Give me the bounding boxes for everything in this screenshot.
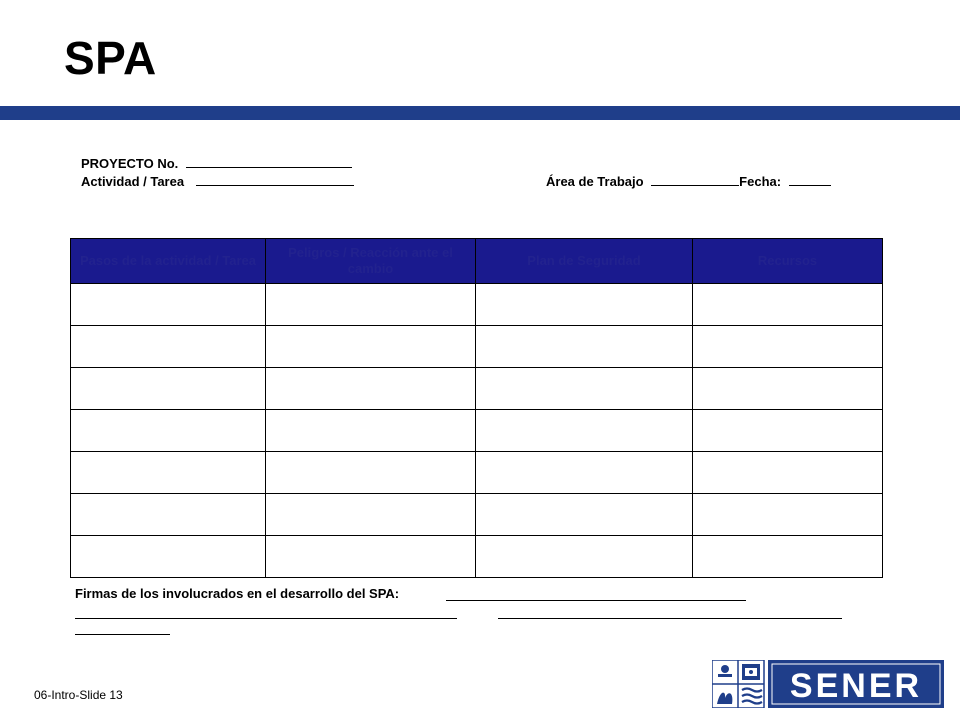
signature-line-2[interactable] bbox=[75, 618, 457, 619]
spa-table bbox=[70, 238, 883, 578]
table-cell-resources[interactable] bbox=[693, 494, 883, 536]
table-cell-safety-plan[interactable] bbox=[476, 326, 693, 368]
column-header-hazards: Peligros / Reacción ante el cambio bbox=[266, 239, 476, 284]
title-divider-bar bbox=[0, 106, 960, 120]
table-cell-steps[interactable] bbox=[71, 284, 266, 326]
table-cell-steps[interactable] bbox=[71, 536, 266, 578]
table-cell-resources[interactable] bbox=[693, 284, 883, 326]
signatures-label: Firmas de los involucrados en el desarrollo del SPA: bbox=[75, 586, 400, 601]
table-cell-resources[interactable] bbox=[693, 368, 883, 410]
project-label: PROYECTO No. bbox=[81, 156, 179, 171]
table-cell-safety-plan[interactable] bbox=[476, 284, 693, 326]
work-area-date-line bbox=[546, 172, 831, 190]
table-cell-hazards[interactable] bbox=[266, 494, 476, 536]
activity-label: Actividad / Tarea bbox=[81, 174, 185, 189]
sener-wordmark: SENER bbox=[789, 667, 923, 705]
table-cell-resources[interactable] bbox=[693, 410, 883, 452]
column-header-safety-plan: Plan de Seguridad bbox=[476, 239, 693, 284]
table-cell-hazards[interactable] bbox=[266, 368, 476, 410]
table-cell-resources[interactable] bbox=[693, 536, 883, 578]
column-header-resources: Recursos bbox=[693, 239, 883, 284]
date-blank[interactable] bbox=[789, 172, 831, 186]
work-area-label: Área de Trabajo bbox=[546, 174, 644, 189]
project-number-blank[interactable] bbox=[186, 154, 352, 168]
table-cell-hazards[interactable] bbox=[266, 452, 476, 494]
signature-line-3[interactable] bbox=[498, 618, 842, 619]
table-cell-hazards[interactable] bbox=[266, 410, 476, 452]
table-cell-resources[interactable] bbox=[693, 326, 883, 368]
table-cell-safety-plan[interactable] bbox=[476, 494, 693, 536]
column-header-steps: Pasos de la actividad / Tarea bbox=[71, 239, 266, 284]
table-row bbox=[71, 284, 883, 326]
table-cell-safety-plan[interactable] bbox=[476, 410, 693, 452]
activity-line bbox=[81, 172, 354, 190]
sener-logo bbox=[712, 660, 944, 708]
table-header-row bbox=[71, 239, 883, 284]
table-row bbox=[71, 494, 883, 536]
table-cell-steps[interactable] bbox=[71, 452, 266, 494]
signature-line-1[interactable] bbox=[446, 600, 746, 601]
project-line bbox=[81, 154, 352, 172]
signature-line-4[interactable] bbox=[75, 634, 170, 635]
table-row bbox=[71, 536, 883, 578]
table-row bbox=[71, 326, 883, 368]
table-cell-steps[interactable] bbox=[71, 494, 266, 536]
activity-blank[interactable] bbox=[196, 172, 354, 186]
table-cell-hazards[interactable] bbox=[266, 536, 476, 578]
table-row bbox=[71, 368, 883, 410]
table-cell-safety-plan[interactable] bbox=[476, 536, 693, 578]
table-cell-hazards[interactable] bbox=[266, 284, 476, 326]
date-label: Fecha: bbox=[739, 174, 782, 189]
slide-title: SPA bbox=[64, 32, 157, 84]
table-row bbox=[71, 410, 883, 452]
slide-footer: 06-Intro-Slide 13 bbox=[34, 688, 123, 702]
table-cell-safety-plan[interactable] bbox=[476, 452, 693, 494]
table-cell-steps[interactable] bbox=[71, 326, 266, 368]
table-cell-resources[interactable] bbox=[693, 452, 883, 494]
work-area-blank[interactable] bbox=[651, 172, 739, 186]
table-cell-steps[interactable] bbox=[71, 410, 266, 452]
table-cell-steps[interactable] bbox=[71, 368, 266, 410]
table-cell-hazards[interactable] bbox=[266, 326, 476, 368]
table-row bbox=[71, 452, 883, 494]
table-cell-safety-plan[interactable] bbox=[476, 368, 693, 410]
